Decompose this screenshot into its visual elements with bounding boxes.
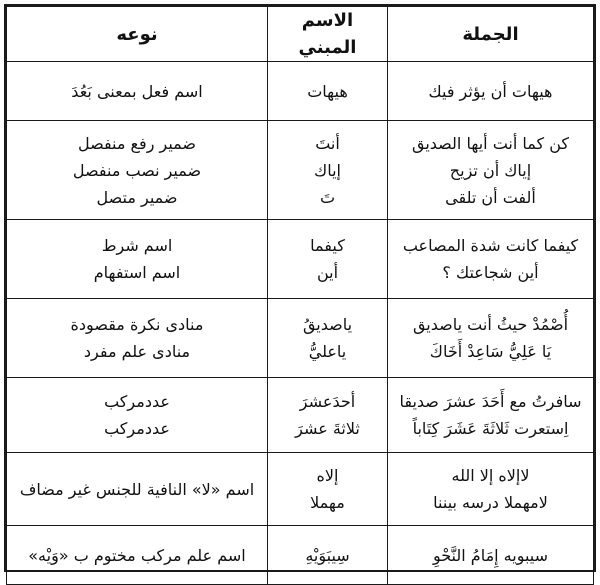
grammar-table	[6, 6, 594, 585]
sentence-cell	[388, 453, 594, 526]
noun-cell	[268, 453, 388, 526]
noun-line: تَ	[319, 187, 336, 207]
type-cell	[7, 453, 268, 526]
noun-line: أنتَ	[315, 133, 340, 153]
type-cell	[7, 299, 268, 378]
table-row	[7, 378, 594, 453]
sentence-line: أُصْمُدْ حيثُ أنت ياصديق	[412, 315, 569, 334]
sentence-line: كيفما كانت شدة المصاعب	[402, 236, 579, 255]
noun-line: مهملا	[310, 493, 345, 512]
noun-cell	[268, 299, 388, 378]
table-row	[7, 299, 594, 378]
noun-cell	[268, 121, 388, 220]
sentence-cell	[388, 62, 594, 121]
sentence-line: ألفت أن تلقى	[445, 187, 536, 207]
table-row	[7, 62, 594, 121]
type-line: اسم استفهام	[93, 263, 181, 282]
grammar-table-frame	[4, 4, 596, 572]
sentence-line: اِستعرت ثَلاثَةَ عَشَرَ كِتَاباً	[412, 419, 569, 438]
sentence-line: لاإلاه إلا الله	[451, 466, 530, 485]
sentence-line: سيبويه إِمَامُ النَّحْوِ	[432, 545, 549, 565]
table-row	[7, 453, 594, 526]
table-row	[7, 220, 594, 299]
type-line: اسم علم مركب مختوم ب «وَيْه»	[28, 545, 246, 565]
sentence-line: إياك أن تزيح	[449, 160, 532, 180]
noun-cell	[268, 378, 388, 453]
noun-cell	[268, 220, 388, 299]
noun-line: أحدَعشرَ	[299, 392, 356, 411]
sentence-cell	[388, 121, 594, 220]
header-sentence: الجملة	[388, 7, 594, 62]
sentence-line: لامهملا درسه بيننا	[433, 493, 548, 512]
type-cell	[7, 220, 268, 299]
sentence-line: كن كما أنت أيها الصديق	[411, 133, 570, 153]
noun-line: ثلاثةَ عشرَ	[295, 419, 360, 438]
sentence-line: أين شجاعتك ؟	[442, 263, 539, 282]
noun-line: هيهات	[307, 81, 348, 101]
type-cell	[7, 121, 268, 220]
type-line: ضمير متصل	[96, 187, 178, 207]
type-line: اسم «لا» النافية للجنس غير مضاف	[19, 479, 255, 499]
sentence-cell	[388, 378, 594, 453]
type-line: اسم فعل بمعنى بَعُدَ	[71, 81, 203, 101]
header-noun: الاسم المبني	[268, 7, 388, 62]
sentence-line: سافرتُ مع أَحَدَ عشرَ صديقا	[399, 392, 582, 411]
header-row	[7, 7, 594, 62]
header-type: نوعه	[7, 7, 268, 62]
noun-line: ياصديقُ	[302, 315, 353, 334]
type-cell	[7, 378, 268, 453]
type-line: ضمير رفع منفصل	[77, 133, 197, 153]
type-line: اسم شرط	[101, 236, 173, 255]
noun-line: إلاه	[316, 466, 339, 485]
type-line: عددمركب	[104, 419, 170, 438]
noun-line: أين	[316, 263, 339, 282]
type-line: منادى علم مفرد	[83, 342, 191, 361]
noun-line: سِيبَوَيْهِ	[305, 545, 350, 565]
noun-cell	[268, 62, 388, 121]
sentence-line: يَا عَلِيُّ سَاعِدْ أَخَاكَ	[429, 342, 552, 361]
sentence-cell	[388, 299, 594, 378]
noun-line: ياعليُّ	[308, 342, 347, 361]
sentence-cell	[388, 220, 594, 299]
table-row	[7, 121, 594, 220]
sentence-line: هيهات أن يؤثر فيك	[428, 81, 553, 101]
noun-line: كيفما	[310, 236, 345, 255]
type-line: ضمير نصب منفصل	[72, 160, 202, 180]
noun-line: إياك	[314, 160, 341, 180]
type-line: منادى نكرة مقصودة	[70, 315, 204, 334]
type-cell	[7, 62, 268, 121]
type-line: عددمركب	[104, 392, 170, 411]
